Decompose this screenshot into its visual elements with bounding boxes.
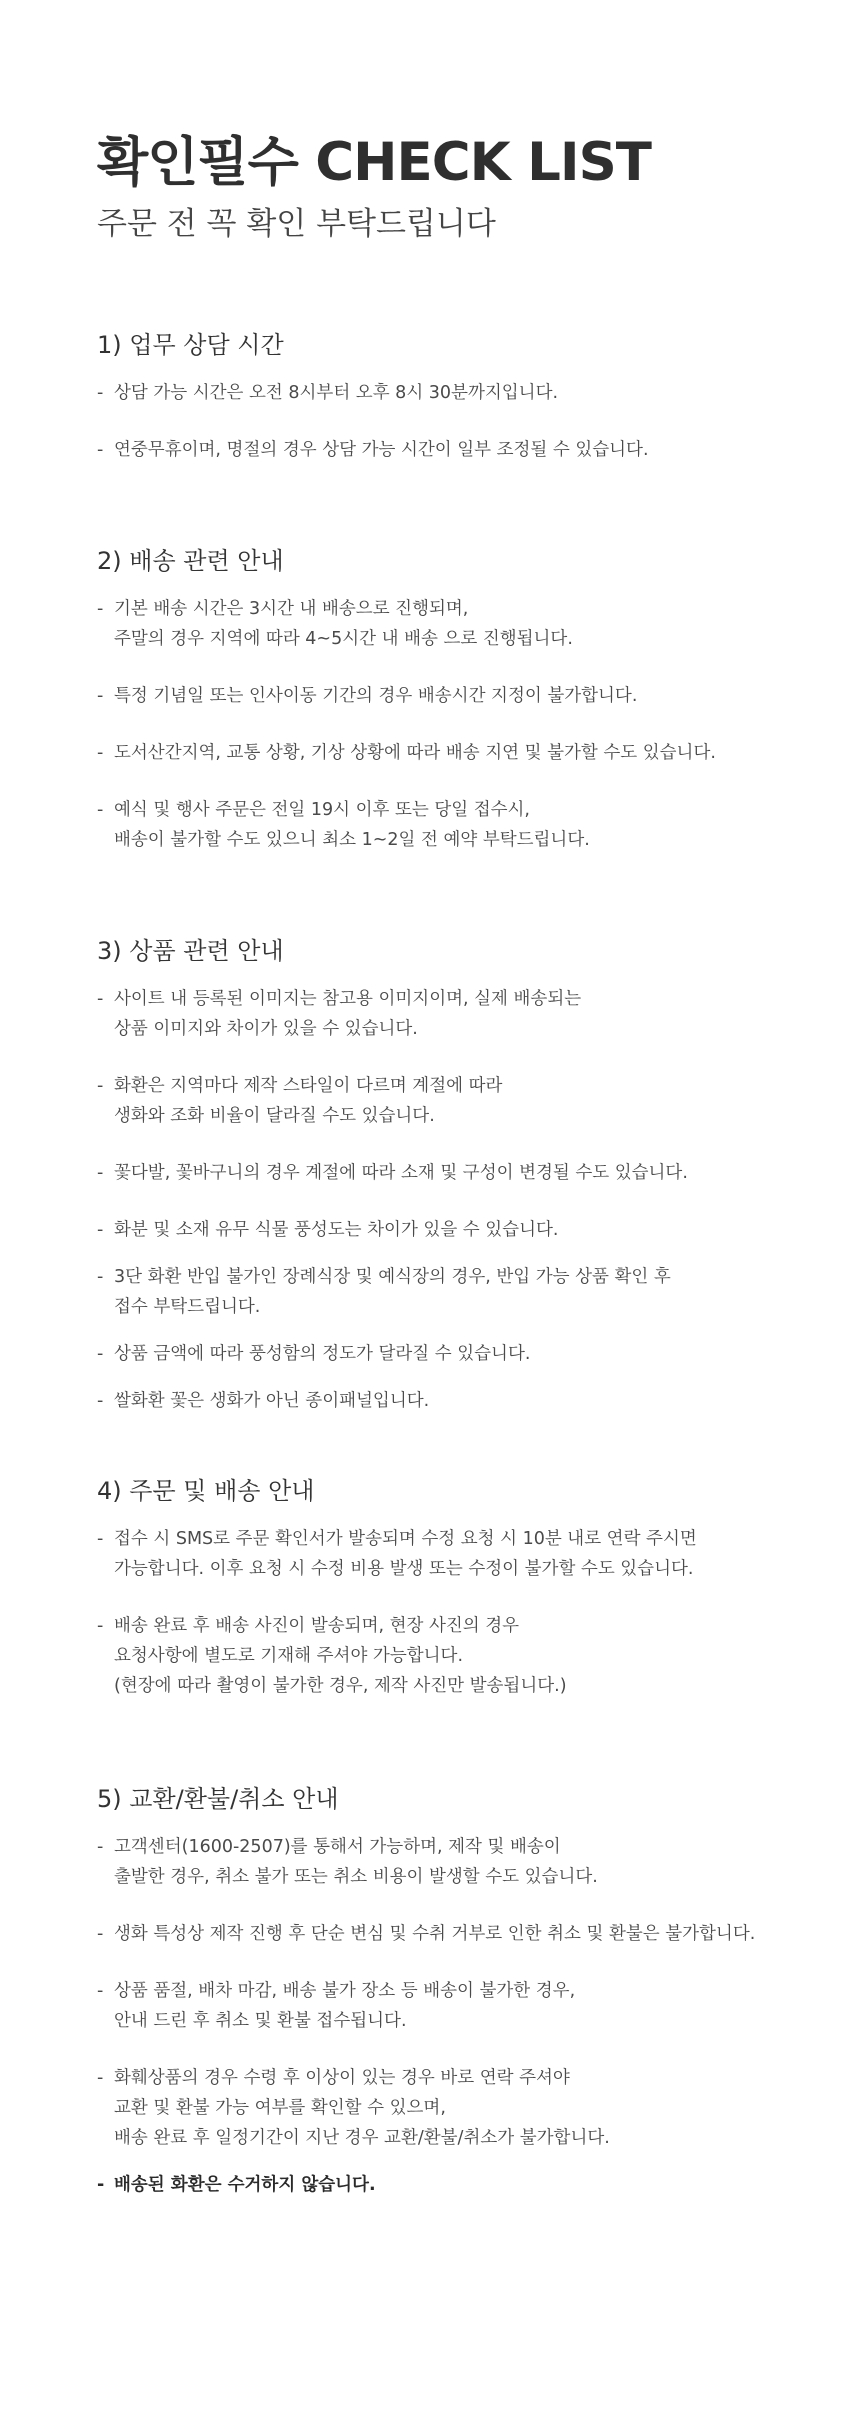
list-item: - 상담 가능 시간은 오전 8시부터 오후 8시 30분까지입니다. [97,378,797,408]
list-item: - 배송 완료 후 배송 사진이 발송되며, 현장 사진의 경우 요청사항에 별도로 기재해 주셔야 가능합니다. (현장에 따라 촬영이 불가한 경우, 제작 사진만 발송됩니다.) [97,1611,797,1701]
item-text: 연중무휴이며, 명절의 경우 상담 가능 시간이 일부 조정될 수 있습니다. [114,440,649,460]
section-heading: 3) 상품 관련 안내 [97,937,284,965]
list-item: - 상품 품절, 배차 마감, 배송 불가 장소 등 배송이 불가한 경우, 안내 드린 후 취소 및 환불 접수됩니다. [97,1976,797,2036]
list-item: - 화훼상품의 경우 수령 후 이상이 있는 경우 바로 연락 주셔야 교환 및 환불 가능 여부를 확인할 수 있으며, 배송 완료 후 일정기간이 지난 경우 교환/환불/취소가 불가합니다. [97,2063,797,2153]
item-text: 기본 배송 시간은 3시간 내 배송으로 진행되며, 주말의 경우 지역에 따라 4~5시간 내 배송 으로 진행됩니다. [114,599,573,649]
item-text: 예식 및 행사 주문은 전일 19시 이후 또는 당일 접수시, 배송이 불가할 수도 있으니 최소 1~2일 전 예약 부탁드립니다. [114,800,590,850]
page-title: 확인필수 CHECK LIST [97,132,651,193]
section-business-hours [97,328,797,492]
item-text: 특정 기념일 또는 인사이동 기간의 경우 배송시간 지정이 불가합니다. [114,686,638,706]
section-exchange-refund [97,1782,797,2227]
item-text: 배송 완료 후 배송 사진이 발송되며, 현장 사진의 경우 요청사항에 별도로 기재해 주셔야 가능합니다. (현장에 따라 촬영이 불가한 경우, 제작 사진만 발송됩니다.) [114,1616,567,1696]
list-item: - 사이트 내 등록된 이미지는 참고용 이미지이며, 실제 배송되는 상품 이미지와 차이가 있을 수 있습니다. [97,984,797,1044]
list-item: - 고객센터(1600-2507)를 통해서 가능하며, 제작 및 배송이 출발한 경우, 취소 불가 또는 취소 비용이 발생할 수도 있습니다. [97,1832,797,1892]
list-item: - 화환은 지역마다 제작 스타일이 다르며 계절에 따라 생화와 조화 비율이 달라질 수도 있습니다. [97,1071,797,1131]
item-text: 도서산간지역, 교통 상황, 기상 상황에 따라 배송 지연 및 불가할 수도 있습니다. [114,743,716,763]
list-item: - 꽃다발, 꽃바구니의 경우 계절에 따라 소재 및 구성이 변경될 수도 있습니다. [97,1158,797,1188]
section-heading: 4) 주문 및 배송 안내 [97,1477,315,1505]
list-item: - 생화 특성상 제작 진행 후 단순 변심 및 수취 거부로 인한 취소 및 환불은 불가합니다. [97,1919,797,1949]
item-text: 상담 가능 시간은 오전 8시부터 오후 8시 30분까지입니다. [114,383,559,403]
section-product-info [97,934,797,1433]
list-item: - 연중무휴이며, 명절의 경우 상담 가능 시간이 일부 조정될 수 있습니다. [97,435,797,465]
item-text: 배송된 화환은 수거하지 않습니다. [114,2175,376,2195]
section-order-delivery [97,1474,797,1728]
item-text: 상품 품절, 배차 마감, 배송 불가 장소 등 배송이 불가한 경우, 안내 드린 후 취소 및 환불 접수됩니다. [114,1981,576,2031]
item-text: 상품 금액에 따라 풍성함의 정도가 달라질 수 있습니다. [114,1344,531,1364]
list-item: - 상품 금액에 따라 풍성함의 정도가 달라질 수 있습니다. [97,1339,797,1369]
list-item: - 3단 화환 반입 불가인 장례식장 및 예식장의 경우, 반입 가능 상품 확인 후 접수 부탁드립니다. [97,1262,797,1322]
section-heading: 1) 업무 상담 시간 [97,331,284,359]
item-text: 꽃다발, 꽃바구니의 경우 계절에 따라 소재 및 구성이 변경될 수도 있습니다. [114,1163,688,1183]
section-heading: 2) 배송 관련 안내 [97,547,284,575]
item-text: 3단 화환 반입 불가인 장례식장 및 예식장의 경우, 반입 가능 상품 확인 후 접수 부탁드립니다. [114,1267,671,1317]
list-item: - 예식 및 행사 주문은 전일 19시 이후 또는 당일 접수시, 배송이 불가할 수도 있으니 최소 1~2일 전 예약 부탁드립니다. [97,795,797,855]
item-text: 쌀화환 꽃은 생화가 아닌 종이패널입니다. [114,1391,430,1411]
item-text: 고객센터(1600-2507)를 통해서 가능하며, 제작 및 배송이 출발한 경우, 취소 불가 또는 취소 비용이 발생할 수도 있습니다. [114,1837,598,1887]
item-text: 생화 특성상 제작 진행 후 단순 변심 및 수취 거부로 인한 취소 및 환불은 불가합니다. [114,1924,756,1944]
list-item: - 접수 시 SMS로 주문 확인서가 발송되며 수정 요청 시 10분 내로 연락 주시면 가능합니다. 이후 요청 시 수정 비용 발생 또는 수정이 불가할 수도 있습니다. [97,1524,797,1584]
item-text: 화환은 지역마다 제작 스타일이 다르며 계절에 따라 생화와 조화 비율이 달라질 수도 있습니다. [114,1076,503,1126]
page-subtitle: 주문 전 꼭 확인 부탁드립니다 [97,206,496,242]
list-item: - 특정 기념일 또는 인사이동 기간의 경우 배송시간 지정이 불가합니다. [97,681,797,711]
list-item: - 화분 및 소재 유무 식물 풍성도는 차이가 있을 수 있습니다. [97,1215,797,1245]
list-item: - 배송된 화환은 수거하지 않습니다. [97,2170,797,2200]
list-item: - 기본 배송 시간은 3시간 내 배송으로 진행되며, 주말의 경우 지역에 따라 4~5시간 내 배송 으로 진행됩니다. [97,594,797,654]
section-delivery-info [97,544,797,882]
section-heading: 5) 교환/환불/취소 안내 [97,1785,339,1813]
item-text: 화분 및 소재 유무 식물 풍성도는 차이가 있을 수 있습니다. [114,1220,559,1240]
list-item: - 도서산간지역, 교통 상황, 기상 상황에 따라 배송 지연 및 불가할 수도 있습니다. [97,738,797,768]
item-text: 화훼상품의 경우 수령 후 이상이 있는 경우 바로 연락 주셔야 교환 및 환불 가능 여부를 확인할 수 있으며, 배송 완료 후 일정기간이 지난 경우 교환/환불/취소가 불가합니다. [114,2068,610,2148]
list-item: - 쌀화환 꽃은 생화가 아닌 종이패널입니다. [97,1386,797,1416]
item-text: 사이트 내 등록된 이미지는 참고용 이미지이며, 실제 배송되는 상품 이미지와 차이가 있을 수 있습니다. [114,989,582,1039]
item-text: 접수 시 SMS로 주문 확인서가 발송되며 수정 요청 시 10분 내로 연락 주시면 가능합니다. 이후 요청 시 수정 비용 발생 또는 수정이 불가할 수도 있습니다. [114,1529,697,1579]
